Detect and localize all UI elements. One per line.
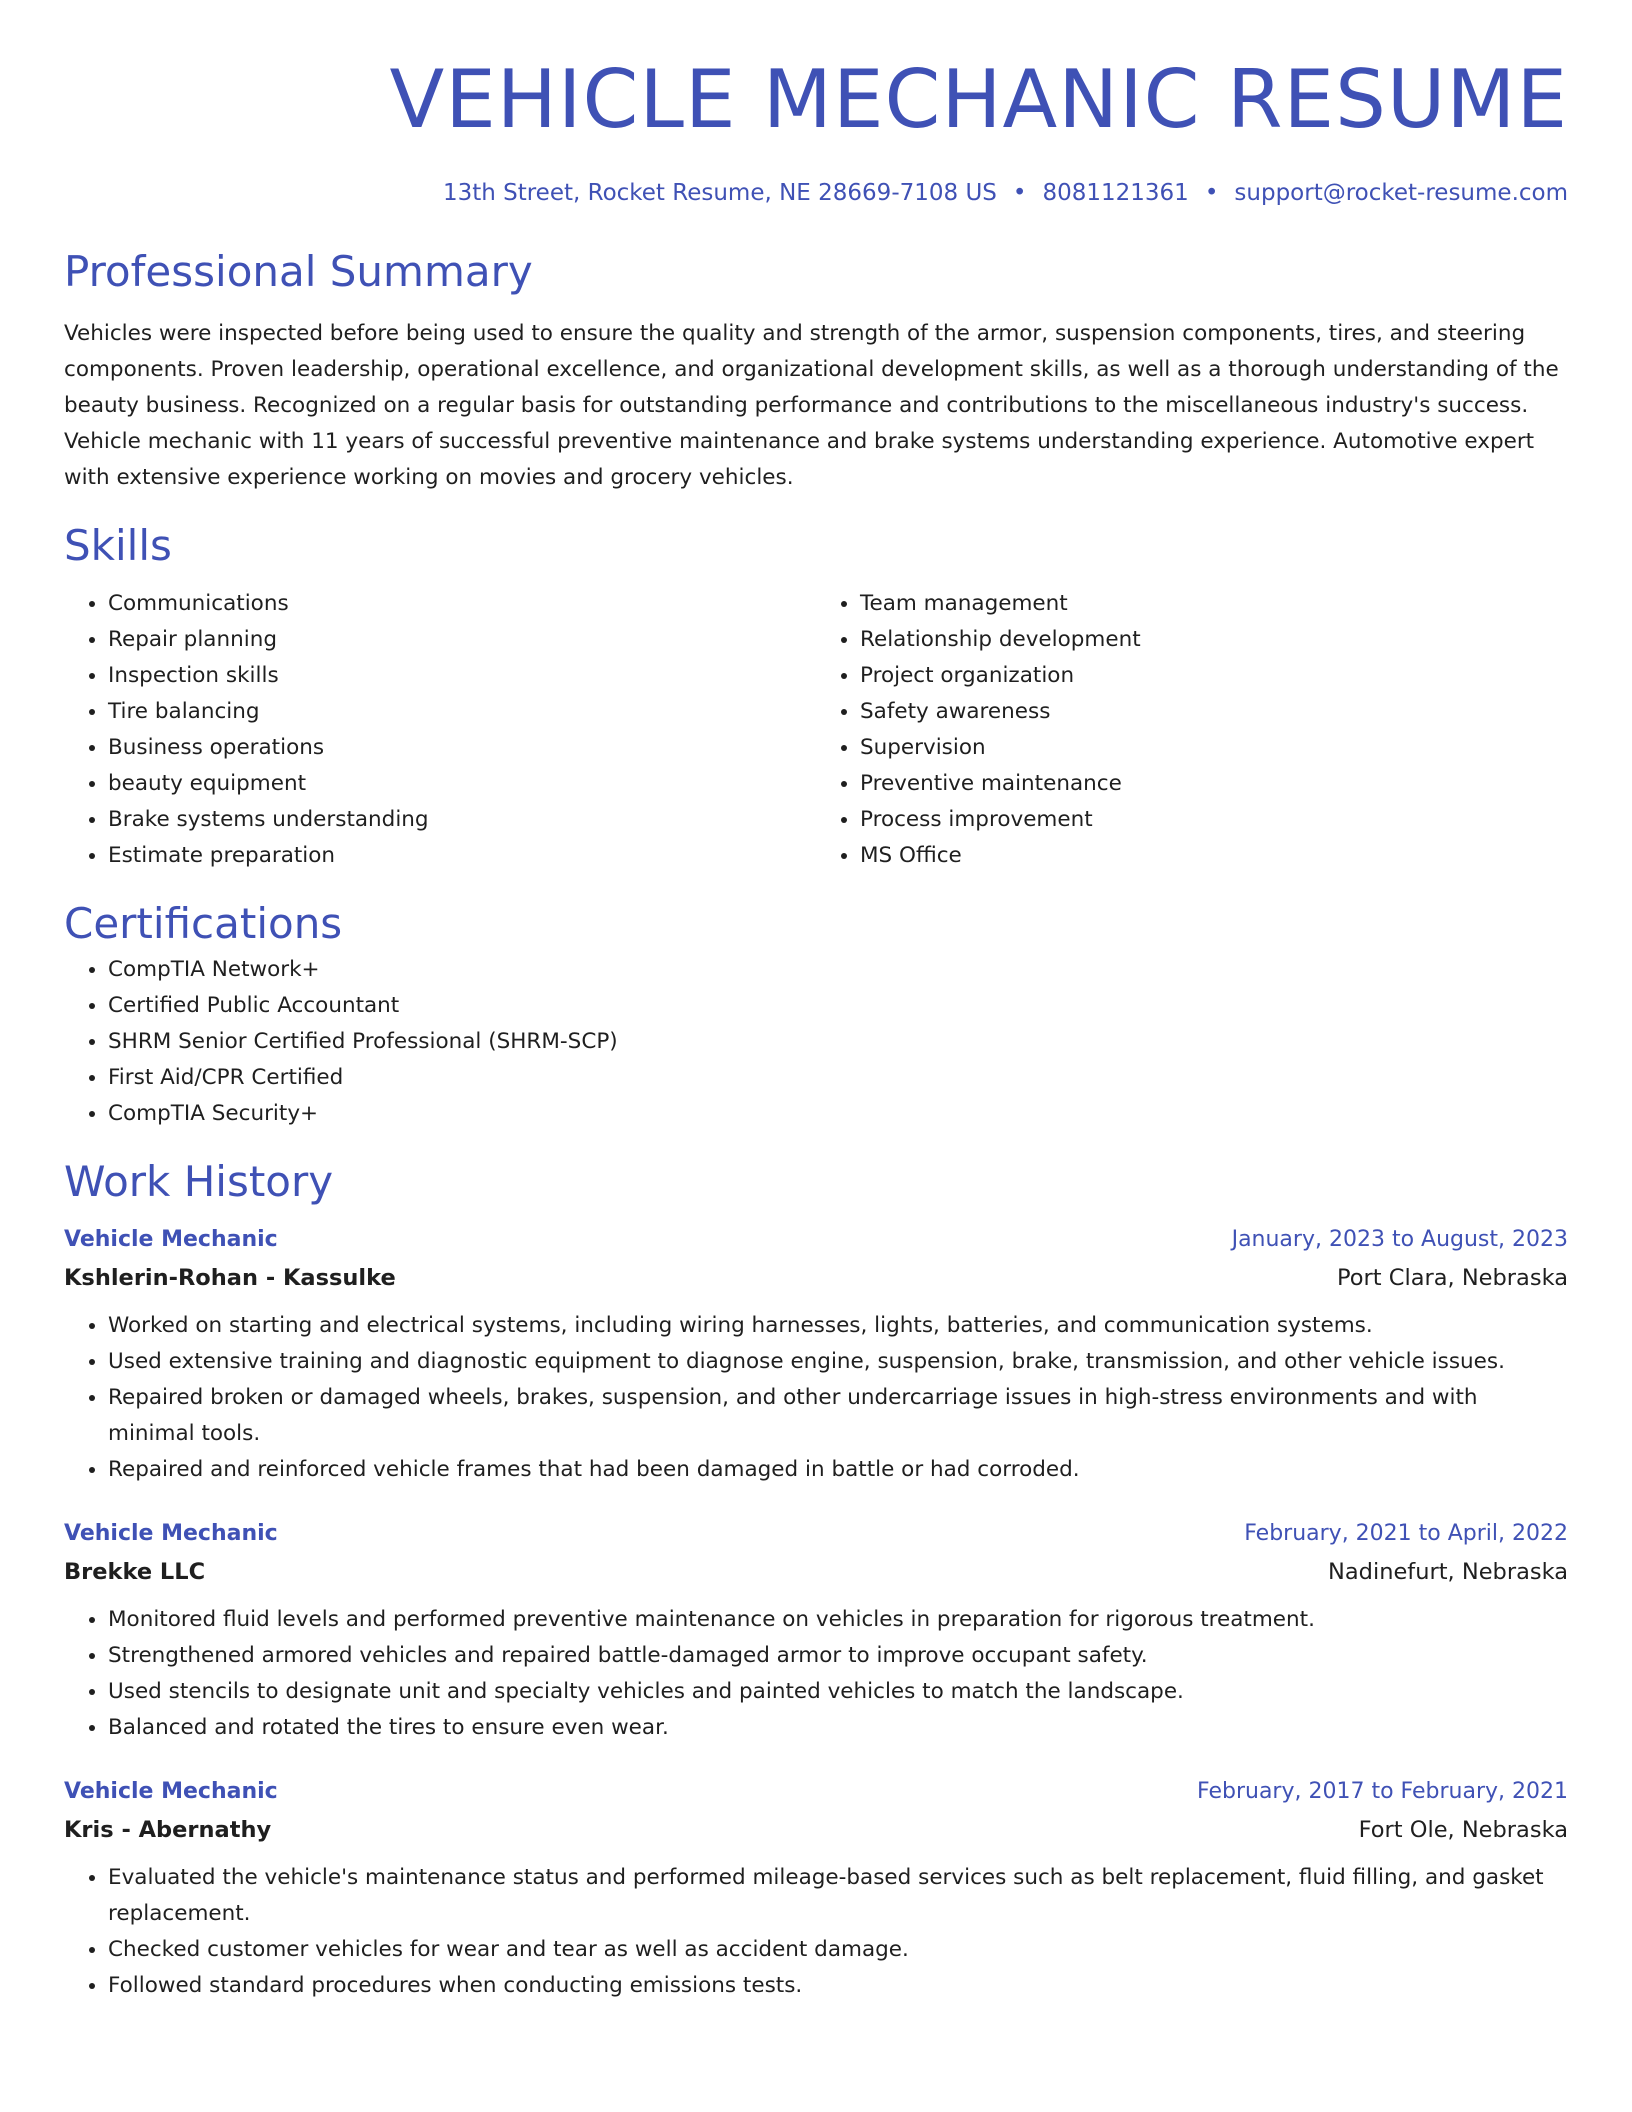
contact-email: support@rocket-resume.com [1234,180,1568,206]
job-dates: January, 2023 to August, 2023 [1231,1227,1568,1252]
job-header-row [64,1774,1568,1810]
certification-item: • SHRM Senior Certified Professional (SHRM-SCP) [108,1024,1568,1060]
job-entry [64,1222,1568,1488]
skill-item: • Inspection skills [108,658,816,694]
job-entry [64,1774,1568,2004]
certification-item: • Certified Public Accountant [108,988,1568,1024]
skill-item: • MS Office [860,838,1568,874]
skill-item: • Communications [108,586,816,622]
certifications-list [64,952,1568,1132]
skill-item: • Estimate preparation [108,838,816,874]
skills-columns [64,586,1568,874]
skill-item: • Supervision [860,730,1568,766]
skill-item: • Relationship development [860,622,1568,658]
job-title: Vehicle Mechanic [64,1779,278,1804]
separator-dot: • [1204,180,1219,206]
job-title: Vehicle Mechanic [64,1227,278,1252]
skills-heading: Skills [64,521,172,570]
summary-text: Vehicles were inspected before being used to ensure the quality and strength of the armor, suspension components, tires, and steering components. Proven leadership, operational excellence, and organizational development skills, as well as a thorough understanding of the beauty business. Recognized on a regular basis for outstanding performance and contributions to the miscellaneous industry's success. Vehicle mechanic with 11 years of successful preventive maintenance and brake systems understanding experience. Automotive expert with extensive experience working on movies and grocery vehicles. [64,321,1559,490]
job-bullet: • Monitored fluid levels and performed preventive maintenance on vehicles in preparation for rigorous treatment. [108,1602,1568,1638]
certifications-heading: Certifications [64,899,343,948]
contact-phone: 8081121361 [1042,180,1189,206]
job-entry [64,1516,1568,1746]
skill-item: • beauty equipment [108,766,816,802]
job-bullet-list [64,1602,1568,1746]
job-header-row [64,1516,1568,1552]
job-bullet: • Evaluated the vehicle's maintenance status and performed mileage-based services such as belt replacement, fluid filling, and gasket replacement. [108,1860,1568,1932]
work-history-list [64,1222,1568,2004]
job-location: Nadinefurt, Nebraska [1328,1559,1568,1585]
job-title: Vehicle Mechanic [64,1521,278,1546]
job-bullet: • Followed standard procedures when conducting emissions tests. [108,1968,1568,2004]
job-company: Kris - Abernathy [64,1817,272,1843]
skill-item: • Project organization [860,658,1568,694]
job-bullet: • Worked on starting and electrical systems, including wiring harnesses, lights, batteries, and communication systems. [108,1308,1568,1344]
job-location: Fort Ole, Nebraska [1358,1817,1568,1843]
skill-item: • Process improvement [860,802,1568,838]
job-company-row [64,1258,1568,1298]
job-company-row [64,1552,1568,1592]
skill-item: • Safety awareness [860,694,1568,730]
job-bullet: • Balanced and rotated the tires to ensure even wear. [108,1710,1568,1746]
job-dates: February, 2017 to February, 2021 [1197,1779,1568,1804]
job-company: Kshlerin-Rohan - Kassulke [64,1265,396,1291]
job-bullet: • Strengthened armored vehicles and repaired battle-damaged armor to improve occupant safety. [108,1638,1568,1674]
job-bullet: • Used extensive training and diagnostic equipment to diagnose engine, suspension, brake, transmission, and other vehicle issues. [108,1344,1568,1380]
summary-heading: Professional Summary [64,247,533,296]
certification-item: • First Aid/CPR Certified [108,1060,1568,1096]
skill-item: • Preventive maintenance [860,766,1568,802]
job-location: Port Clara, Nebraska [1337,1265,1568,1291]
certification-item: • CompTIA Security+ [108,1096,1568,1132]
skill-item: • Repair planning [108,622,816,658]
separator-dot: • [1012,180,1027,206]
skills-list-right [816,586,1568,874]
job-header-row [64,1222,1568,1258]
skill-item: • Tire balancing [108,694,816,730]
contact-line [64,176,1568,210]
job-company: Brekke LLC [64,1559,206,1585]
skills-list-left [64,586,816,874]
skill-item: • Business operations [108,730,816,766]
job-dates: February, 2021 to April, 2022 [1244,1521,1568,1546]
job-company-row [64,1810,1568,1850]
job-bullet-list [64,1860,1568,2004]
skill-item: • Team management [860,586,1568,622]
work-history-heading: Work History [64,1157,334,1206]
job-bullet: • Used stencils to designate unit and specialty vehicles and painted vehicles to match the landscape. [108,1674,1568,1710]
contact-address: 13th Street, Rocket Resume, NE 28669-7108 US [442,180,997,206]
resume-title: VEHICLE MECHANIC RESUME [389,53,1568,146]
job-bullet: • Checked customer vehicles for wear and tear as well as accident damage. [108,1932,1568,1968]
certification-item: • CompTIA Network+ [108,952,1568,988]
job-bullet-list [64,1308,1568,1488]
job-bullet: • Repaired and reinforced vehicle frames that had been damaged in battle or had corroded. [108,1452,1568,1488]
skill-item: • Brake systems understanding [108,802,816,838]
job-bullet: • Repaired broken or damaged wheels, brakes, suspension, and other undercarriage issues in high-stress environments and with minimal tools. [108,1380,1568,1452]
